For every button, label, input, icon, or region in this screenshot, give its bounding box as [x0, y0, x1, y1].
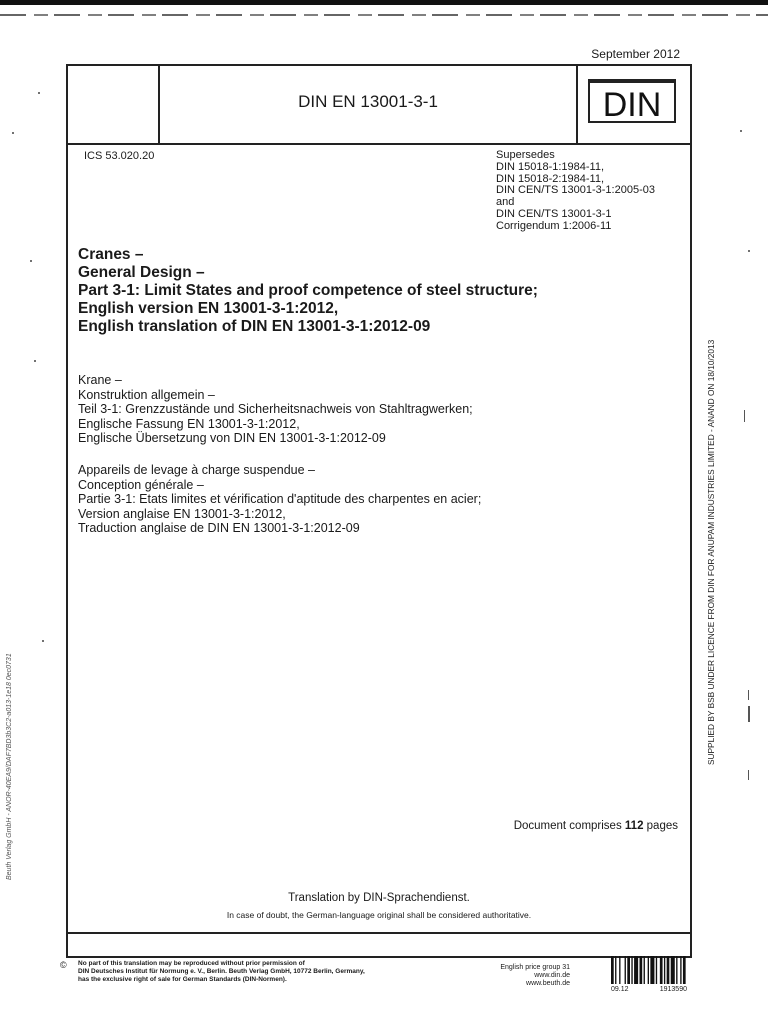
page-count-note [448, 820, 678, 832]
page-count: 112 [624, 820, 644, 832]
title-line: English version EN 13001-3-1:2012, [78, 300, 339, 317]
title-line: Konstruktion allgemein – [78, 387, 215, 402]
title-line: Englische Fassung EN 13001-3-1:2012, [78, 416, 300, 431]
scan-speck [740, 130, 742, 132]
title-line: General Design – [78, 264, 205, 281]
supersedes-line: Corrigendum 1:2006-11 [496, 219, 612, 232]
scan-mark [748, 690, 749, 700]
header-row [68, 66, 690, 145]
scan-mark [744, 410, 745, 422]
title-line: English translation of DIN EN 13001-3-1:2012-09 [78, 318, 431, 335]
barcode-bar [660, 956, 663, 984]
barcode-number: 1913590 [659, 986, 687, 993]
barcode-bar [656, 956, 657, 984]
title-line: Traduction anglaise de DIN EN 13001-3-1:2012-09 [78, 521, 360, 535]
notice-line: has the exclusive right of sale for German Standards (DIN-Normen). [78, 976, 287, 983]
price-group: English price group 31 [500, 964, 570, 971]
title-line: Part 3-1: Limit States and proof competence of steel structure; [78, 282, 538, 299]
barcode-bar [676, 956, 677, 984]
title-line: Teil 3-1: Grenzzustände und Sicherheitsnachweis von Stahltragwerken; [78, 402, 473, 416]
cover-frame [66, 64, 692, 958]
page-count-prefix: Document comprises [513, 820, 625, 832]
licence-watermark: SUPPLIED BY BSB UNDER LICENCE FROM DIN FOR ANUPAM INDUSTRIES LIMITED - ANAND ON 18/10/2013 [706, 339, 716, 765]
scan-speck [42, 640, 44, 642]
barcode-bar [671, 956, 675, 984]
logo-cell [576, 66, 692, 143]
translation-credit: Translation by DIN-Sprachendienst. [288, 892, 470, 904]
supersedes-line: DIN CEN/TS 13001-3-1 [496, 207, 612, 220]
scan-artifact-line [0, 14, 768, 16]
barcode-bar [634, 956, 638, 984]
authority-note: In case of doubt, the German-language original shall be considered authoritative. [226, 910, 532, 920]
barcode-bar [619, 956, 620, 984]
supersedes-line: DIN 15018-1:1984-11, [496, 160, 605, 173]
scan-edge-top [0, 0, 768, 5]
supersedes-line: Supersedes [496, 149, 555, 161]
title-line: Appareils de levage à charge suspendue – [78, 463, 315, 477]
title-english [78, 246, 538, 336]
ics-code: ICS 53.020.20 [84, 150, 155, 162]
scan-speck [748, 250, 750, 252]
barcode-date: 09.12 [611, 986, 629, 993]
scan-mark [748, 706, 750, 722]
copyright-symbol: © [60, 960, 67, 970]
barcode-bar [648, 956, 649, 984]
scan-speck [30, 260, 32, 262]
publication-date: September 2012 [591, 47, 680, 61]
barcode-bar [644, 956, 645, 984]
barcode-caption [611, 986, 687, 993]
barcode-bar [611, 956, 614, 984]
scan-speck [34, 360, 36, 362]
scan-speck [12, 132, 14, 134]
vendor-watermark: Beuth Verlag GmbH - ANOR-40EA9/DAF7BD3b3C2-a013-1e18 0ec0731 [6, 653, 13, 880]
notice-line: DIN Deutsches Institut für Normung e. V., Berlin. Beuth Verlag GmbH, 10772 Berlin, Germany, [78, 968, 365, 975]
supersedes-line: DIN 15018-2:1984-11, [496, 172, 605, 185]
title-french [78, 463, 481, 536]
title-line: Englische Übersetzung von DIN EN 13001-3-1:2012-09 [78, 431, 386, 445]
scan-speck [38, 92, 40, 94]
header-empty-cell [68, 66, 160, 143]
title-line: Krane – [78, 373, 122, 387]
barcode-bar [650, 956, 654, 984]
title-line: Version anglaise EN 13001-3-1:2012, [78, 506, 286, 521]
din-logo [588, 79, 676, 123]
barcode-bar [667, 956, 670, 984]
barcode-bar [615, 956, 616, 984]
standard-number: DIN EN 13001-3-1 [298, 92, 438, 111]
title-line: Cranes – [78, 246, 144, 263]
barcode-bar [680, 956, 681, 984]
din-website: www.din.de [534, 972, 570, 979]
scan-mark [748, 770, 749, 780]
title-line: Partie 3-1: Etats limites et vérification d'aptitude des charpentes en acier; [78, 492, 482, 506]
barcode-bar [683, 956, 686, 984]
notice-line: No part of this translation may be reproduced without prior permission of [78, 960, 305, 967]
barcode-bar [631, 956, 632, 984]
barcode-bar [640, 956, 643, 984]
copyright-notice [78, 960, 438, 984]
logo-text: DIN [602, 86, 662, 123]
title-german [78, 373, 473, 446]
barcode-bar [627, 956, 630, 984]
supersedes-line: and [496, 196, 515, 209]
supersedes-block [496, 150, 686, 233]
title-line: Conception générale – [78, 477, 204, 492]
page-count-suffix: pages [643, 820, 678, 832]
barcode-bar [625, 956, 626, 984]
beuth-website: www.beuth.de [526, 980, 570, 987]
price-group-block [470, 964, 570, 988]
supersedes-line: DIN CEN/TS 13001-3-1:2005-03 [496, 184, 655, 197]
barcode [611, 956, 687, 984]
footer-divider [68, 932, 690, 934]
barcode-bar [664, 956, 665, 984]
